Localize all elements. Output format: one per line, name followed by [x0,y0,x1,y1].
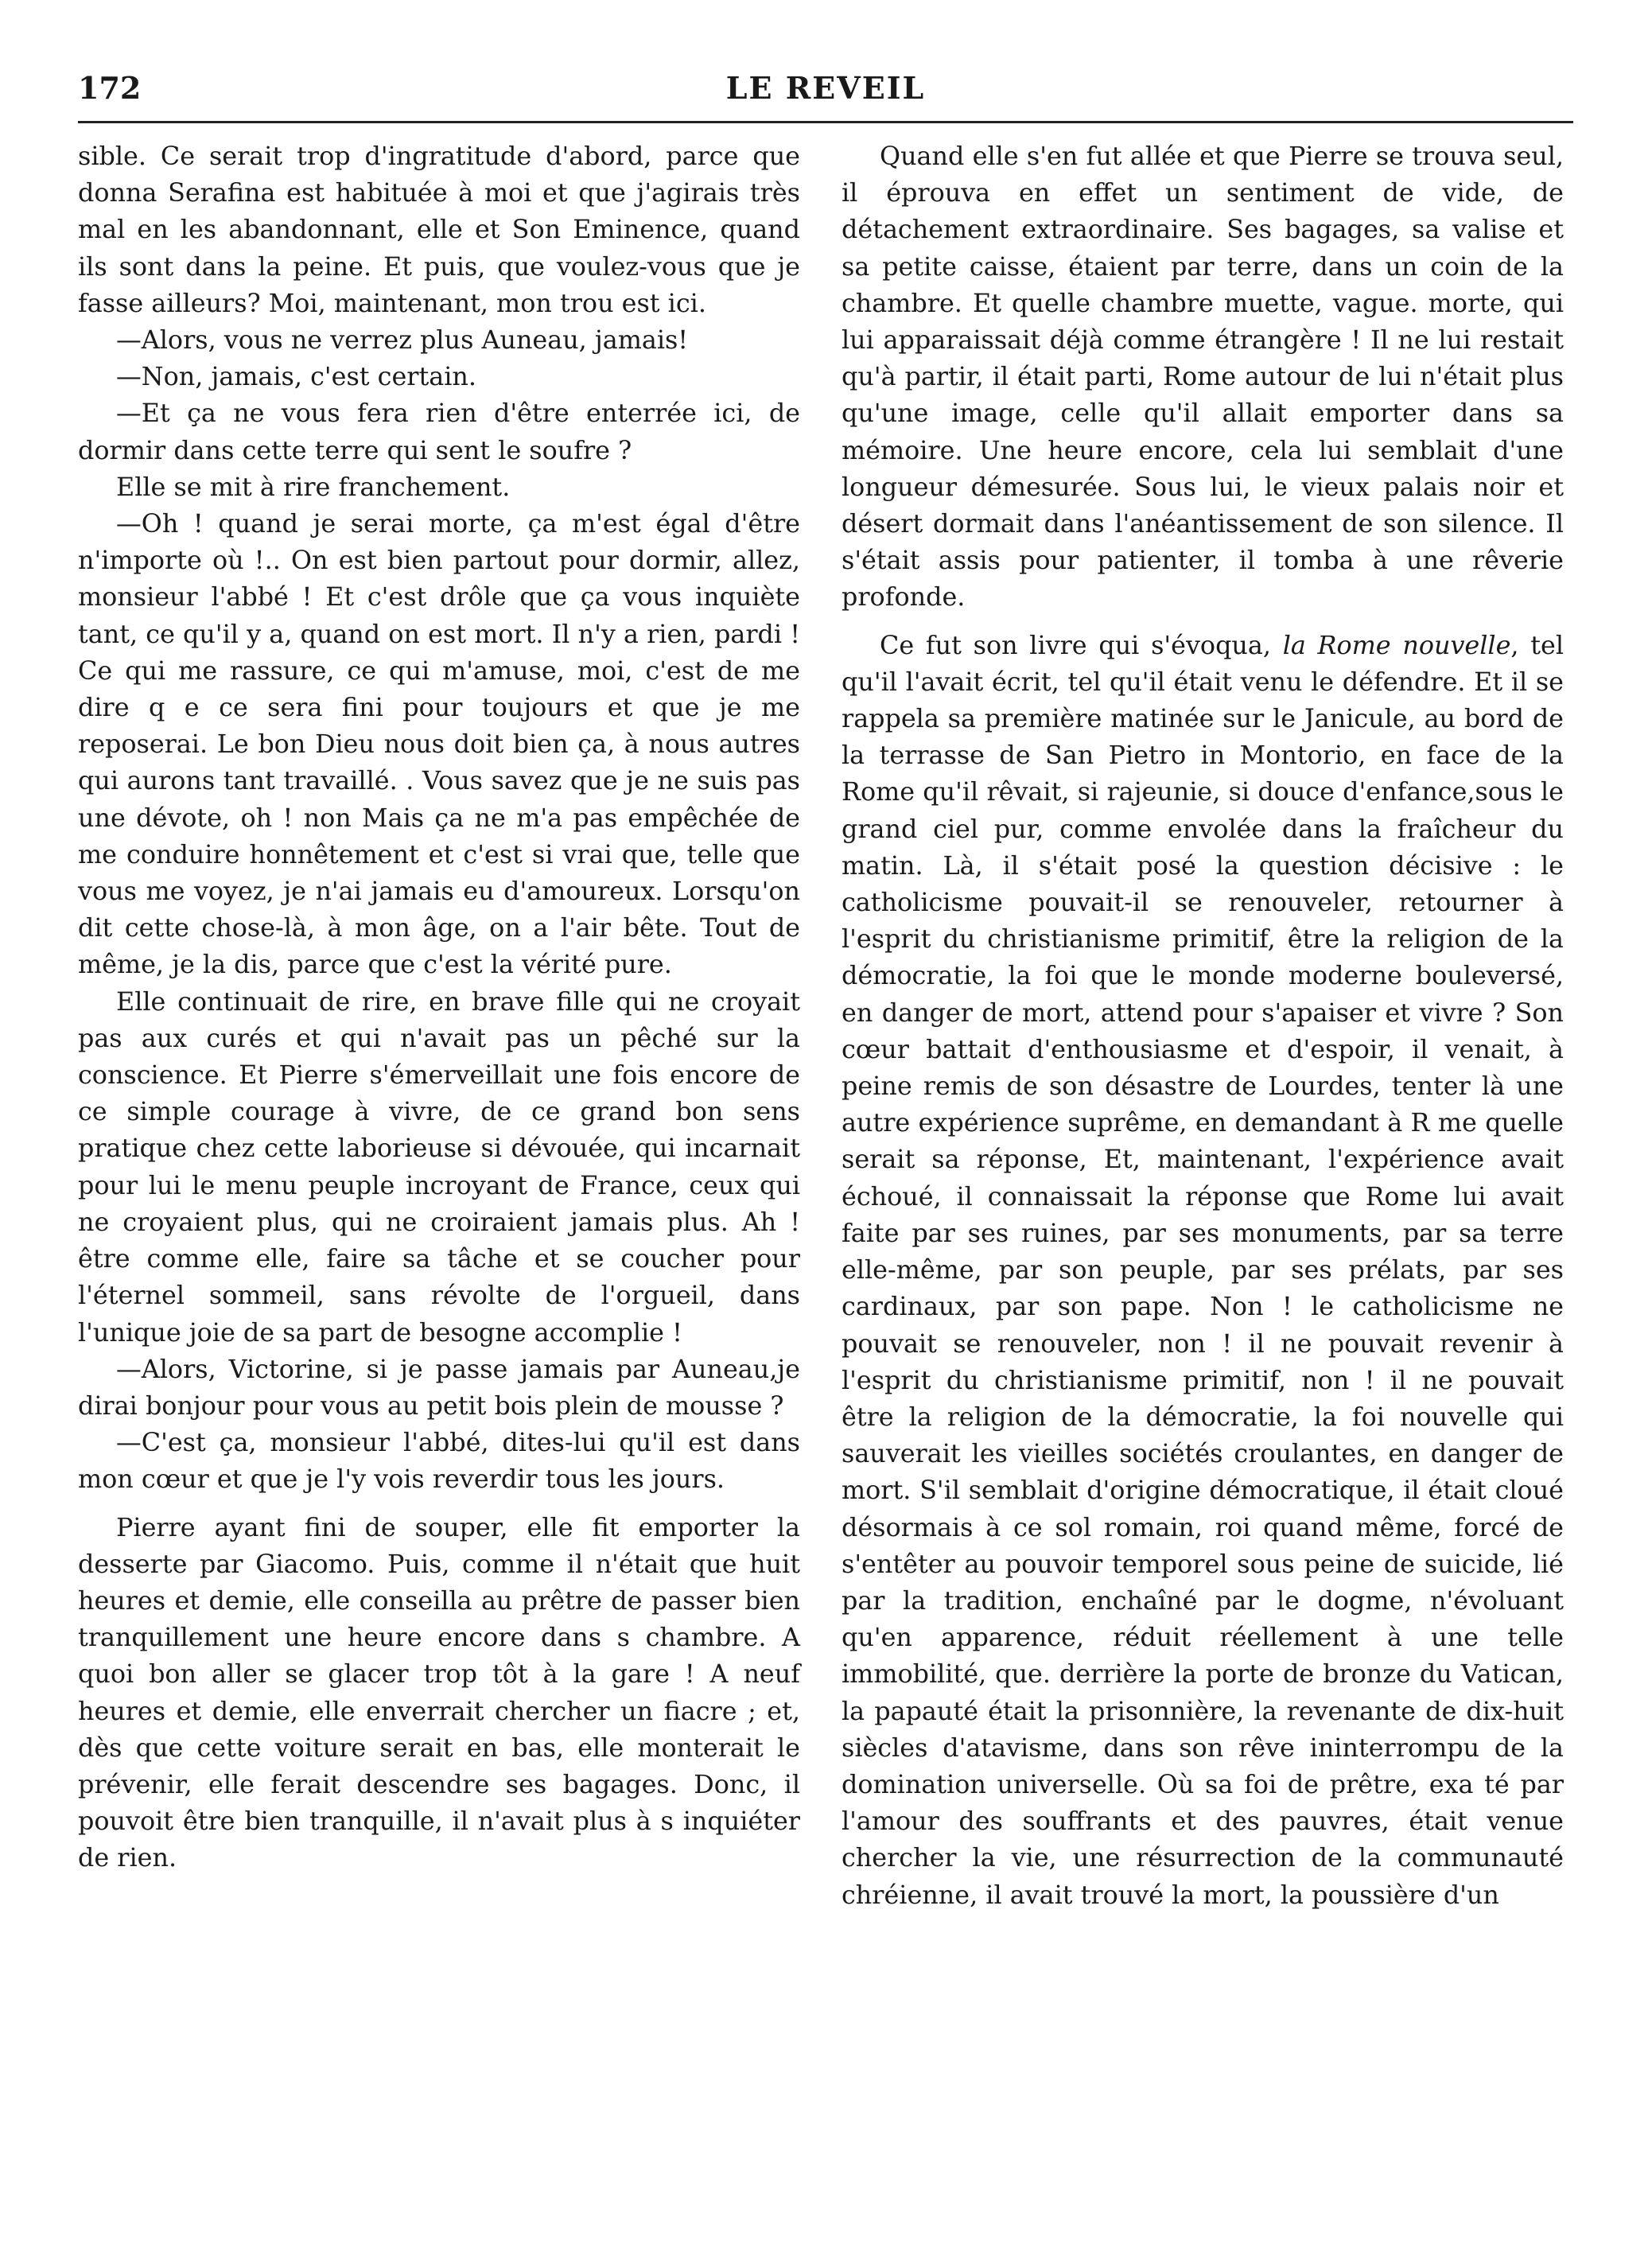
dialogue-line: —C'est ça, monsieur l'abbé, dites-lui qu'il est dans mon cœur et que je l'y vois reverdir tous les jours. [78,1428,800,1495]
paragraph-text: Ce fut son livre qui s'évoqua, [880,630,1283,660]
right-column [842,138,1564,1914]
paragraph: Elle se mit à rire franchement. [116,472,511,502]
paragraph: Quand elle s'en fut allée et que Pierre se trouva seul, il éprouva en effet un sentiment de vide, de détachement extraordinaire. Ses bagages, sa valise et sa petite caisse, étaient par terre, dans un coin de la chambre. Et quelle chambre muette, vague. morte, qui lui apparaissait déjà comme étrangère ! Il ne lui restait qu'à partir, il était parti, Rome autour de lui n'était plus qu'une image, celle qu'il allait emporter dans sa mémoire. Une heure encore, cela lui semblait d'une longueur démesurée. Sous lui, le vieux palais noir et désert dormait dans l'anéantissement de son silence. Il s'était assis pour patienter, il tomba à une rêverie profonde. [842,142,1564,613]
running-title: LE REVEIL [725,70,926,106]
paragraph: sible. Ce serait trop d'ingratitude d'abord, parce que donna Serafina est habituée à moi et que j'agirais très mal en les abandonnant, elle et Son Eminence, quand ils sont dans la peine. Et puis, que voulez-vous que je fasse ailleurs? Moi, maintenant, mon trou est ici. [78,142,800,318]
dialogue-line: —Et ça ne vous fera rien d'être enterrée ici, de dormir dans cette terre qui sent le soufre ? [78,399,800,465]
paragraph: Pierre ayant fini de souper, elle fit emporter la desserte par Giacomo. Puis, comme il n'était que huit heures et demie, elle conseilla au prêtre de passer bien tranquillement une heure encore dans s chambre. A quoi bon aller se glacer trop tôt à la gare ! A neuf heures et demie, elle enverrait chercher un fiacre ; et, dès que cette voiture serait en bas, elle monterait le prévenir, elle ferait descendre ses bagages. Donc, il pouvoit être bien tranquille, il n'avait plus à s inquiéter de rien. [78,1512,800,1873]
paragraph: Elle continuait de rire, en brave fille qui ne croyait pas aux curés et qui n'avait pas un pêché sur la conscience. Et Pierre s'émerveillait une fois encore de ce simple courage à vivre, de ce grand bon sens pratique chez cette laborieuse si dévouée, qui incarnait pour lui le menu peuple incroyant de France, ceux qui ne croyaient plus, qui ne croiraient jamais plus. Ah ! être comme elle, faire sa tâche et se coucher pour l'éternel sommeil, sans révolte de l'orgueil, dans l'unique joie de sa part de besogne accomplie ! [78,986,800,1348]
dialogue-line: —Non, jamais, c'est certain. [116,362,476,392]
dialogue-line: —Oh ! quand je serai morte, ça m'est égal d'être n'importe où !.. On est bien partout pour dormir, allez, monsieur l'abbé ! Et c'est drôle que ça vous inquiète tant, ce qu'il y a, quand on est mort. Il n'y a rien, pardi ! Ce qui me rassure, ce qui m'amuse, moi, c'est de me dire q e ce sera fini pour toujours et que je me reposerai. Le bon Dieu nous doit bien ça, à nous autres qui aurons tant travaillé. . Vous savez que je ne suis pas une dévote, oh ! non Mais ça ne m'a pas empêchée de me conduire honnêtement et c'est si vrai que, telle que vous me voyez, je n'ai jamais eu d'amoureux. Lorsqu'on dit cette chose-là, à mon âge, on a l'air bête. Tout de même, je la dis, parce que c'est la vérité pure. [78,509,800,980]
book-title: la Rome nouvelle [1282,630,1511,660]
header-rule [78,121,1573,123]
page-header [78,70,1573,107]
dialogue-line: —Alors, Victorine, si je passe jamais par Auneau,je dirai bonjour pour vous au petit bois plein de mousse ? [78,1354,800,1421]
paragraph [842,628,1564,1914]
dialogue-line: —Alors, vous ne verrez plus Auneau, jamais! [116,325,689,356]
page-number: 172 [78,70,142,106]
left-column [78,138,800,1877]
paragraph-text: , tel qu'il l'avait écrit, tel qu'il était venu le défendre. Et il se rappela sa première matinée sur le Janicule, au bord de la terrasse de San Pietro in Montorio, en face de la Rome qu'il rêvait, si rajeunie, si douce d'enfance,sous le grand ciel pur, comme envolée dans la fraîcheur du matin. Là, il s'était posé la question décisive : le catholicisme pouvait-il se renouveler, retourner à l'esprit du christianisme primitif, être la religion de la démocratie, la foi que le monde moderne bouleversé, en danger de mort, attend pour s'apaiser et vivre ? Son cœur battait d'enthousiasme et d'espoir, il venait, à peine remis de son désastre de Lourdes, tenter là une autre expérience suprême, en demandant à R me quelle serait sa réponse, Et, maintenant, l'expérience avait échoué, il connaissait la réponse que Rome lui avait faite par ses ruines, par ses monuments, par sa terre elle-même, par son peuple, par ses prélats, par ses cardinaux, par son pape. Non ! le catholicisme ne pouvait se renouveler, non ! il ne pouvait revenir à l'esprit du christianisme primitif, non ! il ne pouvait être la religion de la démocratie, la foi nouvelle qui sauverait les vieilles sociétés croulantes, en danger de mort. S'il semblait d'origine démocratique, il était cloué désormais à ce sol romain, roi quand même, forcé de s'entêter au pouvoir temporel sous peine de suicide, lié par la tradition, enchaîné par le dogme, n'évoluant qu'en apparence, réduit réellement à une telle immobilité, que. derrière la porte de bronze du Vatican, la papauté était la prisonnière, la revenante de dix-huit siècles d'atavisme, dans son rêve ininterrompu de la domination universelle. Où sa foi de prêtre, exa té par l'amour des souffrants et des pauvres, était venue chercher la vie, une résurrection de la communauté chréienne, il avait trouvé la mort, la poussière d'un [842,630,1564,1910]
